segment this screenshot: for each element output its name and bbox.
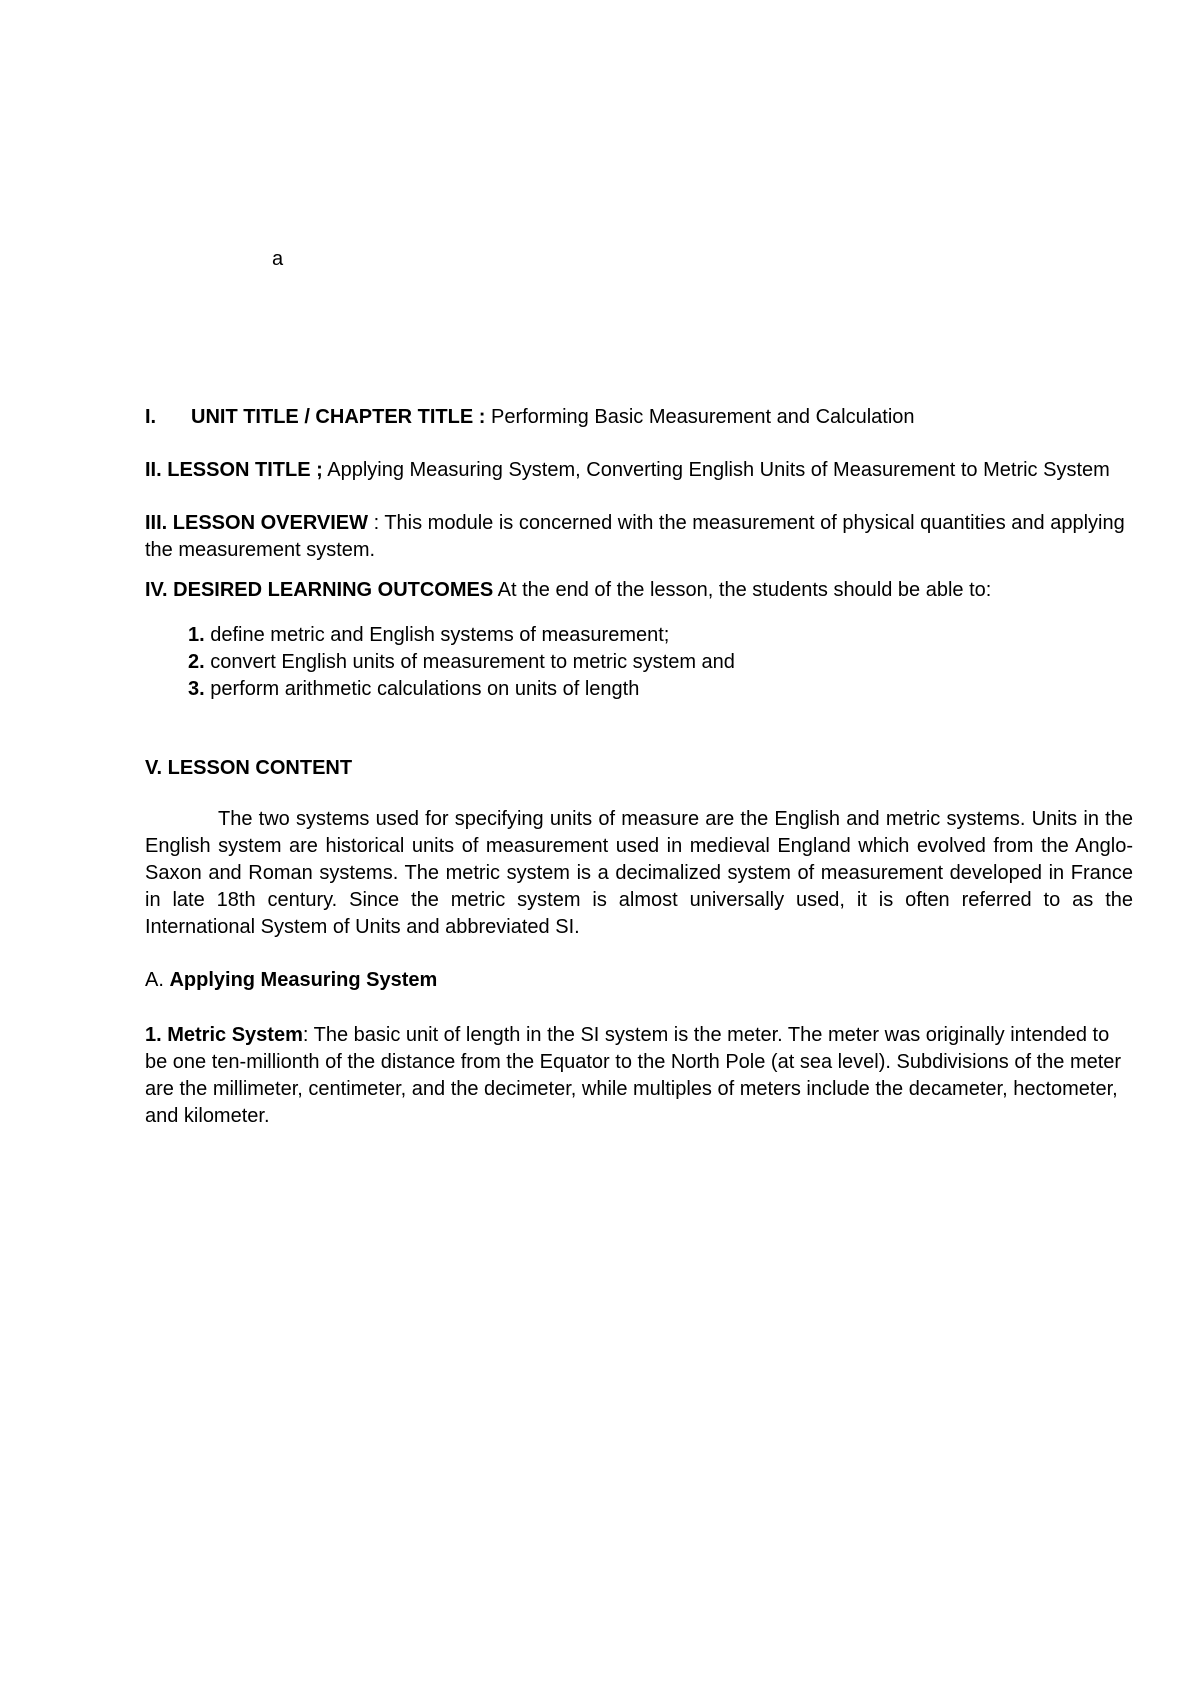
outcomes-line: [145, 577, 1133, 604]
metric-system-text: : The basic unit of length in the SI system is the meter. The meter was originally intended to be one ten-millionth of the distance from the Equator to the North Pole (at sea level). Subdivisions of the meter are the millimeter, centimeter, and the decimeter, while multiples of meters include the decameter, hectometer, and kilometer.: [145, 1024, 1122, 1127]
outcomes-label: IV. DESIRED LEARNING OUTCOMES: [145, 579, 494, 601]
unit-title-numeral: I.: [145, 406, 157, 428]
lesson-title-label: II. LESSON TITLE ;: [145, 459, 323, 481]
lesson-title-line: [145, 457, 1133, 484]
unit-title-line: [145, 404, 1133, 431]
list-item-number: 2.: [188, 651, 205, 673]
list-item-number: 1.: [188, 624, 205, 646]
metric-system-paragraph: [145, 1022, 1133, 1130]
list-item-text: convert English units of measurement to metric system and: [204, 651, 735, 673]
section-a-prefix: A.: [145, 969, 170, 991]
lesson-content-heading: V. LESSON CONTENT: [145, 757, 353, 779]
document-body: [145, 404, 1133, 1130]
metric-system-label: 1. Metric System: [145, 1024, 303, 1046]
section-a-heading: [145, 967, 1133, 994]
lesson-title-value: Applying Measuring System, Converting English Units of Measurement to Metric System: [322, 459, 1110, 481]
section-a-title: Applying Measuring System: [169, 969, 438, 991]
unit-title-label: UNIT TITLE / CHAPTER TITLE :: [191, 406, 486, 428]
lesson-content-paragraph: The two systems used for specifying units of measure are the English and metric systems. Units in the English system are historical units of measurement used in medieval England which evolved from the Anglo-Saxon and Roman systems. The metric system is a decimalized system of measurement developed in France in late 18th century. Since the metric system is almost universally used, it is often referred to as the International System of Units and abbreviated SI.: [145, 808, 1133, 938]
lesson-overview-value: : This module is concerned with the measurement of physical quantities and applying the measurement system.: [145, 512, 1125, 561]
list-item: [188, 676, 1133, 703]
list-item-text: perform arithmetic calculations on units of length: [204, 678, 640, 700]
list-item-text: define metric and English systems of measurement;: [204, 624, 670, 646]
lesson-overview-line: [145, 510, 1133, 564]
list-item: [188, 649, 1133, 676]
unit-title-value: Performing Basic Measurement and Calculation: [485, 406, 915, 428]
stray-letter: a: [272, 248, 284, 270]
outcomes-list: [145, 622, 1133, 703]
lesson-overview-label: III. LESSON OVERVIEW: [145, 512, 369, 534]
list-item: [188, 622, 1133, 649]
list-item-number: 3.: [188, 678, 205, 700]
outcomes-intro: At the end of the lesson, the students should be able to:: [493, 579, 992, 601]
